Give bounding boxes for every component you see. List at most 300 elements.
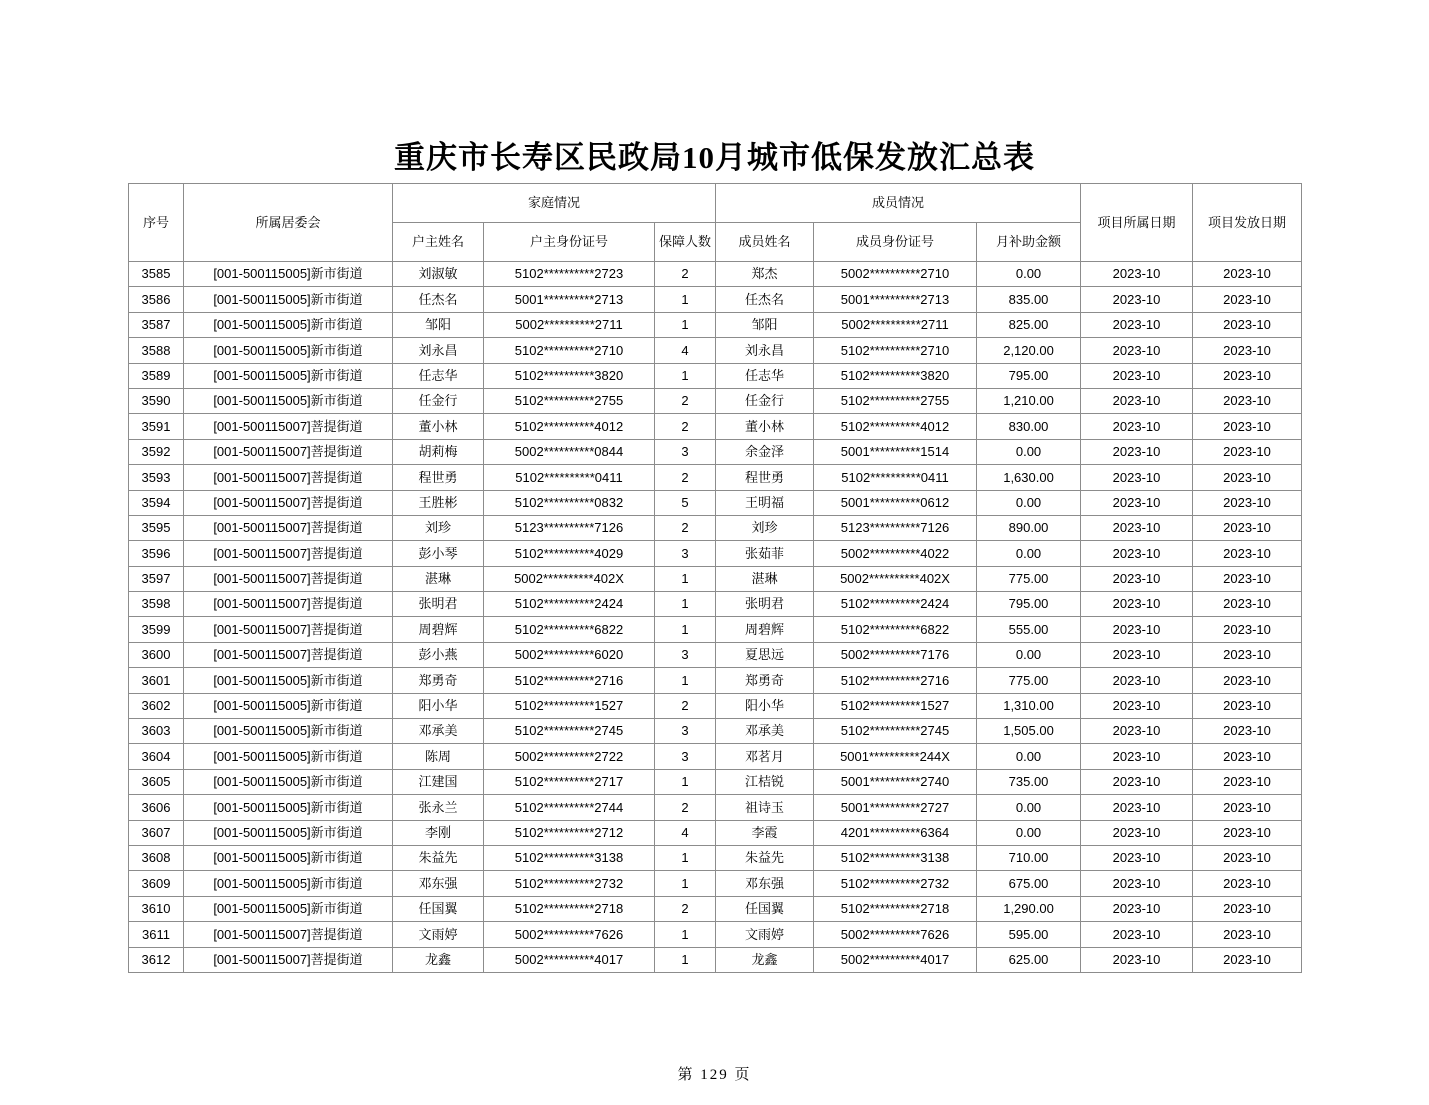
- serial-cell: 3610: [129, 896, 184, 921]
- member-id-cell: 5001**********0612: [814, 490, 977, 515]
- insured-count-cell: 2: [655, 388, 716, 413]
- project-month-cell: 2023-10: [1081, 642, 1193, 667]
- serial-cell: 3586: [129, 287, 184, 312]
- project-month-cell: 2023-10: [1081, 922, 1193, 947]
- head-id-cell: 5001**********2713: [484, 287, 655, 312]
- project-month-cell: 2023-10: [1081, 363, 1193, 388]
- issue-month-cell: 2023-10: [1193, 338, 1302, 363]
- head-id-cell: 5102**********4029: [484, 541, 655, 566]
- head-id-cell: 5102**********0832: [484, 490, 655, 515]
- head-name-cell: 程世勇: [393, 465, 484, 490]
- header-member-id: 成员身份证号: [814, 223, 977, 262]
- committee-cell: [001-500115007]菩提街道: [184, 515, 393, 540]
- table-row: [129, 388, 1302, 413]
- head-name-cell: 邓承美: [393, 719, 484, 744]
- head-id-cell: 5002**********0844: [484, 439, 655, 464]
- serial-cell: 3589: [129, 363, 184, 388]
- table-row: [129, 871, 1302, 896]
- head-id-cell: 5002**********2711: [484, 312, 655, 337]
- issue-month-cell: 2023-10: [1193, 541, 1302, 566]
- serial-cell: 3600: [129, 642, 184, 667]
- head-id-cell: 5002**********7626: [484, 922, 655, 947]
- committee-cell: [001-500115005]新市街道: [184, 287, 393, 312]
- head-id-cell: 5102**********1527: [484, 693, 655, 718]
- head-id-cell: 5102**********2717: [484, 769, 655, 794]
- insured-count-cell: 1: [655, 922, 716, 947]
- insured-count-cell: 2: [655, 262, 716, 287]
- subsidy-cell: 1,630.00: [977, 465, 1081, 490]
- head-id-cell: 5002**********4017: [484, 947, 655, 972]
- member-id-cell: 5102**********3820: [814, 363, 977, 388]
- subsidy-summary-table: [128, 183, 1302, 973]
- member-id-cell: 5002**********402X: [814, 566, 977, 591]
- issue-month-cell: 2023-10: [1193, 465, 1302, 490]
- issue-month-cell: 2023-10: [1193, 642, 1302, 667]
- head-id-cell: 5102**********2424: [484, 592, 655, 617]
- member-id-cell: 5002**********2710: [814, 262, 977, 287]
- serial-cell: 3588: [129, 338, 184, 363]
- head-name-cell: 江建国: [393, 769, 484, 794]
- subsidy-cell: 775.00: [977, 668, 1081, 693]
- subsidy-cell: 825.00: [977, 312, 1081, 337]
- project-month-cell: 2023-10: [1081, 287, 1193, 312]
- serial-cell: 3595: [129, 515, 184, 540]
- issue-month-cell: 2023-10: [1193, 845, 1302, 870]
- table-row: [129, 922, 1302, 947]
- member-id-cell: 5102**********6822: [814, 617, 977, 642]
- member-id-cell: 5102**********0411: [814, 465, 977, 490]
- head-id-cell: 5102**********2710: [484, 338, 655, 363]
- head-id-cell: 5102**********3138: [484, 845, 655, 870]
- member-name-cell: 郑勇奇: [716, 668, 814, 693]
- subsidy-cell: 835.00: [977, 287, 1081, 312]
- member-name-cell: 邓茗月: [716, 744, 814, 769]
- committee-cell: [001-500115005]新市街道: [184, 795, 393, 820]
- insured-count-cell: 2: [655, 896, 716, 921]
- table-row: [129, 338, 1302, 363]
- member-id-cell: 5102**********2424: [814, 592, 977, 617]
- subsidy-cell: 675.00: [977, 871, 1081, 896]
- insured-count-cell: 1: [655, 617, 716, 642]
- table-row: [129, 744, 1302, 769]
- subsidy-cell: 1,210.00: [977, 388, 1081, 413]
- member-id-cell: 5002**********4017: [814, 947, 977, 972]
- project-month-cell: 2023-10: [1081, 592, 1193, 617]
- project-month-cell: 2023-10: [1081, 338, 1193, 363]
- project-month-cell: 2023-10: [1081, 541, 1193, 566]
- serial-cell: 3596: [129, 541, 184, 566]
- member-id-cell: 5001**********244X: [814, 744, 977, 769]
- table-row: [129, 719, 1302, 744]
- committee-cell: [001-500115007]菩提街道: [184, 541, 393, 566]
- project-month-cell: 2023-10: [1081, 845, 1193, 870]
- insured-count-cell: 2: [655, 795, 716, 820]
- project-month-cell: 2023-10: [1081, 388, 1193, 413]
- header-project-month: 项目所属日期: [1081, 184, 1193, 262]
- serial-cell: 3606: [129, 795, 184, 820]
- head-id-cell: 5102**********6822: [484, 617, 655, 642]
- serial-cell: 3611: [129, 922, 184, 947]
- table-row: [129, 693, 1302, 718]
- member-name-cell: 邓承美: [716, 719, 814, 744]
- subsidy-cell: 830.00: [977, 414, 1081, 439]
- subsidy-cell: 0.00: [977, 820, 1081, 845]
- issue-month-cell: 2023-10: [1193, 566, 1302, 591]
- member-name-cell: 夏思远: [716, 642, 814, 667]
- committee-cell: [001-500115007]菩提街道: [184, 566, 393, 591]
- head-id-cell: 5002**********402X: [484, 566, 655, 591]
- head-name-cell: 邹阳: [393, 312, 484, 337]
- member-id-cell: 4201**********6364: [814, 820, 977, 845]
- project-month-cell: 2023-10: [1081, 896, 1193, 921]
- committee-cell: [001-500115007]菩提街道: [184, 414, 393, 439]
- subsidy-cell: 625.00: [977, 947, 1081, 972]
- table-row: [129, 896, 1302, 921]
- table-row: [129, 668, 1302, 693]
- member-name-cell: 任国翼: [716, 896, 814, 921]
- member-id-cell: 5102**********2718: [814, 896, 977, 921]
- committee-cell: [001-500115005]新市街道: [184, 363, 393, 388]
- subsidy-cell: 1,505.00: [977, 719, 1081, 744]
- member-name-cell: 程世勇: [716, 465, 814, 490]
- committee-cell: [001-500115007]菩提街道: [184, 922, 393, 947]
- member-id-cell: 5001**********2727: [814, 795, 977, 820]
- head-name-cell: 周碧辉: [393, 617, 484, 642]
- project-month-cell: 2023-10: [1081, 871, 1193, 896]
- issue-month-cell: 2023-10: [1193, 617, 1302, 642]
- issue-month-cell: 2023-10: [1193, 744, 1302, 769]
- head-name-cell: 董小林: [393, 414, 484, 439]
- table-row: [129, 566, 1302, 591]
- serial-cell: 3612: [129, 947, 184, 972]
- header-insured-count: 保障人数: [655, 223, 716, 262]
- issue-month-cell: 2023-10: [1193, 490, 1302, 515]
- member-name-cell: 任杰名: [716, 287, 814, 312]
- subsidy-cell: 0.00: [977, 795, 1081, 820]
- project-month-cell: 2023-10: [1081, 515, 1193, 540]
- member-id-cell: 5102**********2732: [814, 871, 977, 896]
- member-id-cell: 5102**********1527: [814, 693, 977, 718]
- issue-month-cell: 2023-10: [1193, 515, 1302, 540]
- member-name-cell: 任志华: [716, 363, 814, 388]
- insured-count-cell: 1: [655, 871, 716, 896]
- project-month-cell: 2023-10: [1081, 312, 1193, 337]
- member-name-cell: 张茹菲: [716, 541, 814, 566]
- insured-count-cell: 1: [655, 668, 716, 693]
- head-id-cell: 5002**********2722: [484, 744, 655, 769]
- serial-cell: 3601: [129, 668, 184, 693]
- insured-count-cell: 3: [655, 541, 716, 566]
- subsidy-cell: 735.00: [977, 769, 1081, 794]
- subsidy-cell: 0.00: [977, 262, 1081, 287]
- subsidy-cell: 0.00: [977, 642, 1081, 667]
- serial-cell: 3599: [129, 617, 184, 642]
- committee-cell: [001-500115007]菩提街道: [184, 439, 393, 464]
- committee-cell: [001-500115005]新市街道: [184, 871, 393, 896]
- member-name-cell: 邹阳: [716, 312, 814, 337]
- insured-count-cell: 1: [655, 312, 716, 337]
- head-id-cell: 5102**********2716: [484, 668, 655, 693]
- header-serial: 序号: [129, 184, 184, 262]
- member-name-cell: 邓东强: [716, 871, 814, 896]
- table-row: [129, 795, 1302, 820]
- head-id-cell: 5102**********2732: [484, 871, 655, 896]
- head-id-cell: 5123**********7126: [484, 515, 655, 540]
- table-row: [129, 312, 1302, 337]
- project-month-cell: 2023-10: [1081, 744, 1193, 769]
- project-month-cell: 2023-10: [1081, 490, 1193, 515]
- insured-count-cell: 3: [655, 744, 716, 769]
- serial-cell: 3597: [129, 566, 184, 591]
- table-header: [129, 184, 1302, 262]
- serial-cell: 3608: [129, 845, 184, 870]
- insured-count-cell: 5: [655, 490, 716, 515]
- head-name-cell: 任杰名: [393, 287, 484, 312]
- table-row: [129, 490, 1302, 515]
- head-id-cell: 5102**********3820: [484, 363, 655, 388]
- committee-cell: [001-500115005]新市街道: [184, 820, 393, 845]
- project-month-cell: 2023-10: [1081, 820, 1193, 845]
- member-name-cell: 阳小华: [716, 693, 814, 718]
- head-id-cell: 5102**********2712: [484, 820, 655, 845]
- insured-count-cell: 4: [655, 338, 716, 363]
- head-name-cell: 阳小华: [393, 693, 484, 718]
- member-name-cell: 张明君: [716, 592, 814, 617]
- subsidy-cell: 1,310.00: [977, 693, 1081, 718]
- committee-cell: [001-500115007]菩提街道: [184, 642, 393, 667]
- subsidy-cell: 595.00: [977, 922, 1081, 947]
- serial-cell: 3592: [129, 439, 184, 464]
- header-head-name: 户主姓名: [393, 223, 484, 262]
- member-id-cell: 5001**********1514: [814, 439, 977, 464]
- issue-month-cell: 2023-10: [1193, 592, 1302, 617]
- insured-count-cell: 3: [655, 439, 716, 464]
- serial-cell: 3598: [129, 592, 184, 617]
- serial-cell: 3602: [129, 693, 184, 718]
- serial-cell: 3604: [129, 744, 184, 769]
- table-row: [129, 617, 1302, 642]
- project-month-cell: 2023-10: [1081, 617, 1193, 642]
- committee-cell: [001-500115005]新市街道: [184, 262, 393, 287]
- serial-cell: 3590: [129, 388, 184, 413]
- committee-cell: [001-500115007]菩提街道: [184, 592, 393, 617]
- header-family-group: 家庭情况: [393, 184, 716, 223]
- table-row: [129, 465, 1302, 490]
- member-name-cell: 郑杰: [716, 262, 814, 287]
- table-row: [129, 769, 1302, 794]
- insured-count-cell: 1: [655, 947, 716, 972]
- insured-count-cell: 1: [655, 287, 716, 312]
- subsidy-cell: 775.00: [977, 566, 1081, 591]
- project-month-cell: 2023-10: [1081, 262, 1193, 287]
- serial-cell: 3609: [129, 871, 184, 896]
- subsidy-cell: 2,120.00: [977, 338, 1081, 363]
- issue-month-cell: 2023-10: [1193, 719, 1302, 744]
- head-name-cell: 彭小燕: [393, 642, 484, 667]
- head-name-cell: 朱益先: [393, 845, 484, 870]
- member-id-cell: 5102**********4012: [814, 414, 977, 439]
- head-name-cell: 张永兰: [393, 795, 484, 820]
- head-name-cell: 文雨婷: [393, 922, 484, 947]
- member-id-cell: 5002**********2711: [814, 312, 977, 337]
- head-name-cell: 陈周: [393, 744, 484, 769]
- subsidy-cell: 795.00: [977, 363, 1081, 388]
- table-row: [129, 414, 1302, 439]
- insured-count-cell: 1: [655, 363, 716, 388]
- member-name-cell: 李霞: [716, 820, 814, 845]
- issue-month-cell: 2023-10: [1193, 871, 1302, 896]
- table-row: [129, 642, 1302, 667]
- subsidy-cell: 0.00: [977, 541, 1081, 566]
- issue-month-cell: 2023-10: [1193, 439, 1302, 464]
- member-name-cell: 祖诗玉: [716, 795, 814, 820]
- member-name-cell: 刘珍: [716, 515, 814, 540]
- head-id-cell: 5102**********0411: [484, 465, 655, 490]
- issue-month-cell: 2023-10: [1193, 414, 1302, 439]
- member-id-cell: 5001**********2740: [814, 769, 977, 794]
- page-number: 第 129 页: [677, 1067, 752, 1083]
- project-month-cell: 2023-10: [1081, 769, 1193, 794]
- member-name-cell: 朱益先: [716, 845, 814, 870]
- committee-cell: [001-500115005]新市街道: [184, 668, 393, 693]
- project-month-cell: 2023-10: [1081, 719, 1193, 744]
- insured-count-cell: 4: [655, 820, 716, 845]
- insured-count-cell: 3: [655, 719, 716, 744]
- table-row: [129, 541, 1302, 566]
- head-id-cell: 5102**********2723: [484, 262, 655, 287]
- serial-cell: 3593: [129, 465, 184, 490]
- table-row: [129, 287, 1302, 312]
- issue-month-cell: 2023-10: [1193, 262, 1302, 287]
- head-name-cell: 邓东强: [393, 871, 484, 896]
- committee-cell: [001-500115005]新市街道: [184, 312, 393, 337]
- serial-cell: 3585: [129, 262, 184, 287]
- head-name-cell: 任志华: [393, 363, 484, 388]
- head-name-cell: 胡莉梅: [393, 439, 484, 464]
- committee-cell: [001-500115005]新市街道: [184, 744, 393, 769]
- subsidy-cell: 890.00: [977, 515, 1081, 540]
- head-name-cell: 任金行: [393, 388, 484, 413]
- table-row: [129, 515, 1302, 540]
- member-id-cell: 5123**********7126: [814, 515, 977, 540]
- member-name-cell: 王明福: [716, 490, 814, 515]
- member-name-cell: 余金泽: [716, 439, 814, 464]
- subsidy-cell: 0.00: [977, 439, 1081, 464]
- member-name-cell: 任金行: [716, 388, 814, 413]
- head-name-cell: 刘淑敏: [393, 262, 484, 287]
- head-name-cell: 刘永昌: [393, 338, 484, 363]
- head-id-cell: 5002**********6020: [484, 642, 655, 667]
- head-id-cell: 5102**********2755: [484, 388, 655, 413]
- head-name-cell: 任国翼: [393, 896, 484, 921]
- table-row: [129, 363, 1302, 388]
- insured-count-cell: 2: [655, 465, 716, 490]
- project-month-cell: 2023-10: [1081, 566, 1193, 591]
- table-row: [129, 845, 1302, 870]
- header-committee: 所属居委会: [184, 184, 393, 262]
- committee-cell: [001-500115005]新市街道: [184, 693, 393, 718]
- header-member-name: 成员姓名: [716, 223, 814, 262]
- member-id-cell: 5102**********2716: [814, 668, 977, 693]
- member-name-cell: 文雨婷: [716, 922, 814, 947]
- member-name-cell: 刘永昌: [716, 338, 814, 363]
- issue-month-cell: 2023-10: [1193, 896, 1302, 921]
- head-name-cell: 刘珍: [393, 515, 484, 540]
- serial-cell: 3605: [129, 769, 184, 794]
- insured-count-cell: 1: [655, 769, 716, 794]
- head-name-cell: 龙鑫: [393, 947, 484, 972]
- issue-month-cell: 2023-10: [1193, 363, 1302, 388]
- head-name-cell: 张明君: [393, 592, 484, 617]
- table-row: [129, 947, 1302, 972]
- header-head-id: 户主身份证号: [484, 223, 655, 262]
- member-id-cell: 5002**********7626: [814, 922, 977, 947]
- subsidy-cell: 0.00: [977, 490, 1081, 515]
- member-id-cell: 5002**********7176: [814, 642, 977, 667]
- header-issue-month: 项目发放日期: [1193, 184, 1302, 262]
- issue-month-cell: 2023-10: [1193, 922, 1302, 947]
- subsidy-cell: 710.00: [977, 845, 1081, 870]
- issue-month-cell: 2023-10: [1193, 287, 1302, 312]
- committee-cell: [001-500115005]新市街道: [184, 388, 393, 413]
- issue-month-cell: 2023-10: [1193, 312, 1302, 337]
- table-row: [129, 592, 1302, 617]
- head-id-cell: 5102**********2745: [484, 719, 655, 744]
- member-id-cell: 5102**********2745: [814, 719, 977, 744]
- head-name-cell: 王胜彬: [393, 490, 484, 515]
- member-id-cell: 5102**********3138: [814, 845, 977, 870]
- member-id-cell: 5001**********2713: [814, 287, 977, 312]
- committee-cell: [001-500115007]菩提街道: [184, 617, 393, 642]
- committee-cell: [001-500115005]新市街道: [184, 338, 393, 363]
- header-member-group: 成员情况: [716, 184, 1081, 223]
- issue-month-cell: 2023-10: [1193, 769, 1302, 794]
- committee-cell: [001-500115007]菩提街道: [184, 947, 393, 972]
- table-row: [129, 262, 1302, 287]
- head-id-cell: 5102**********2718: [484, 896, 655, 921]
- page-title: 重庆市长寿区民政局10月城市低保发放汇总表: [394, 140, 1035, 175]
- subsidy-cell: 0.00: [977, 744, 1081, 769]
- serial-cell: 3587: [129, 312, 184, 337]
- subsidy-cell: 1,290.00: [977, 896, 1081, 921]
- head-name-cell: 郑勇奇: [393, 668, 484, 693]
- serial-cell: 3607: [129, 820, 184, 845]
- table-body: [129, 262, 1302, 973]
- committee-cell: [001-500115005]新市街道: [184, 845, 393, 870]
- committee-cell: [001-500115007]菩提街道: [184, 465, 393, 490]
- member-id-cell: 5002**********4022: [814, 541, 977, 566]
- member-name-cell: 龙鑫: [716, 947, 814, 972]
- insured-count-cell: 2: [655, 515, 716, 540]
- serial-cell: 3603: [129, 719, 184, 744]
- member-name-cell: 江桔锐: [716, 769, 814, 794]
- head-name-cell: 彭小琴: [393, 541, 484, 566]
- issue-month-cell: 2023-10: [1193, 820, 1302, 845]
- insured-count-cell: 2: [655, 414, 716, 439]
- committee-cell: [001-500115005]新市街道: [184, 896, 393, 921]
- member-name-cell: 湛琳: [716, 566, 814, 591]
- member-id-cell: 5102**********2755: [814, 388, 977, 413]
- issue-month-cell: 2023-10: [1193, 693, 1302, 718]
- head-name-cell: 湛琳: [393, 566, 484, 591]
- member-name-cell: 董小林: [716, 414, 814, 439]
- table-row: [129, 439, 1302, 464]
- project-month-cell: 2023-10: [1081, 693, 1193, 718]
- subsidy-cell: 555.00: [977, 617, 1081, 642]
- project-month-cell: 2023-10: [1081, 947, 1193, 972]
- member-name-cell: 周碧辉: [716, 617, 814, 642]
- insured-count-cell: 1: [655, 845, 716, 870]
